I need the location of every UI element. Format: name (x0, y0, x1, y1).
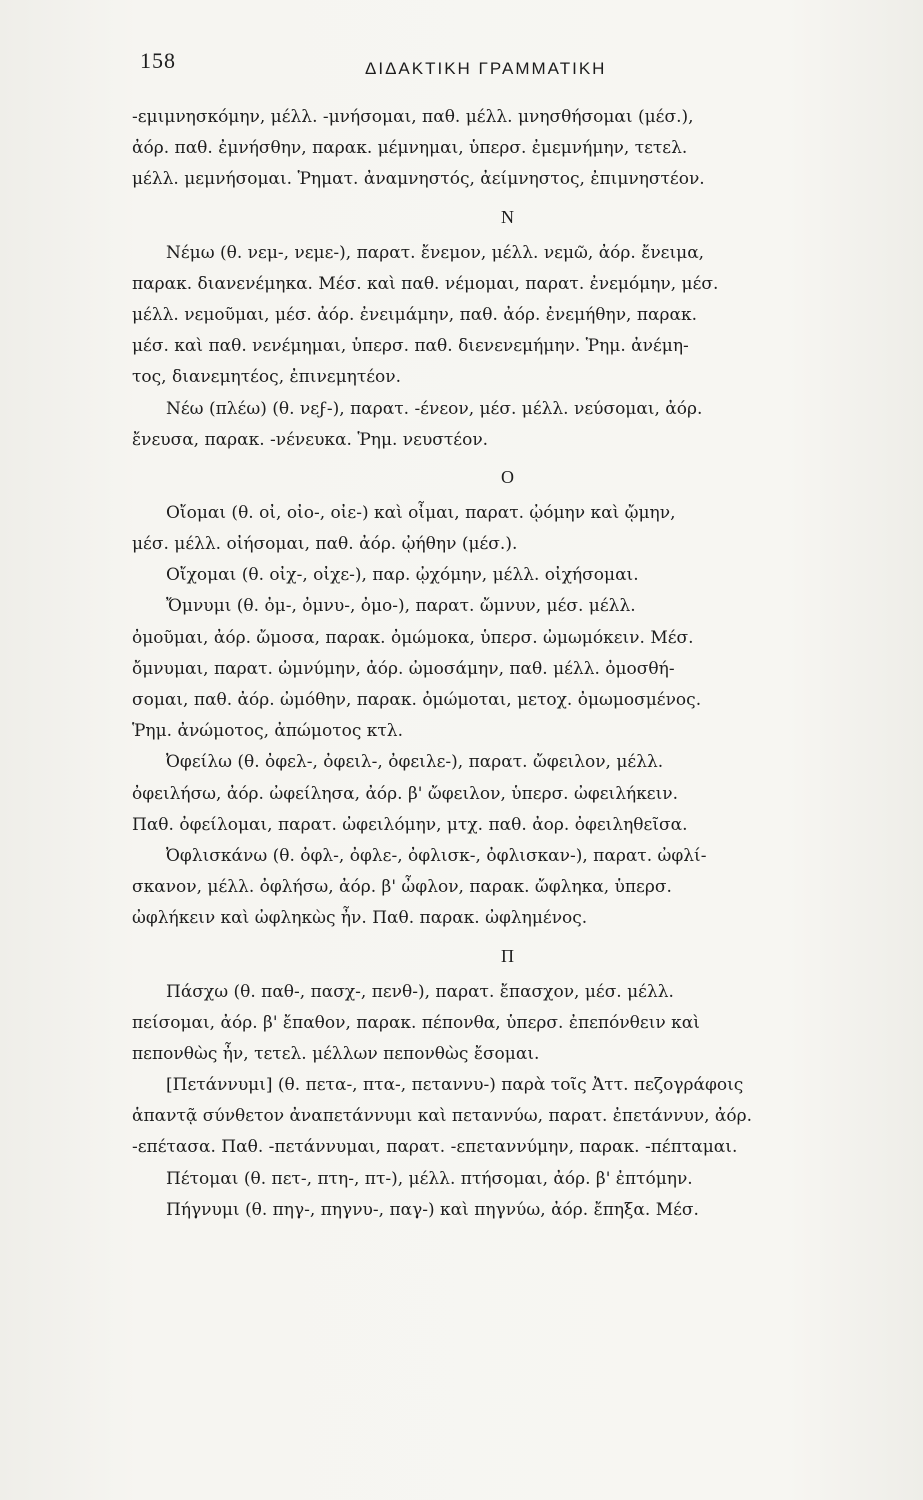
entry-start-line: Πέτομαι (θ. πετ-, πτη-, πτ-), μέλλ. πτήσομαι, ἀόρ. β' ἐπτόμην. (166, 1168, 693, 1189)
text-line: Ῥημ. ἀνώμοτος, ἀπώμοτος κτλ. (132, 721, 403, 742)
text-line: ὠφλήκειν καὶ ὠφληκὼς ἦν. Παθ. παρακ. ὠφλημένος. (132, 908, 588, 929)
text-line: μέλλ. μεμνήσομαι. Ῥηματ. ἀναμνηστός, ἀείμνηστος, ἐπιμνηστέον. (132, 169, 705, 190)
entry-start-line: Ὀφείλω (θ. ὀφελ-, ὀφειλ-, ὀφειλε-), παρατ. ὤφειλον, μέλλ. (166, 752, 664, 773)
text-line: πείσομαι, ἀόρ. β' ἔπαθον, παρακ. πέπονθα, ὑπερσ. ἐπεπόνθειν καὶ (132, 1012, 700, 1033)
text-line: τος, διανεμητέος, ἐπινεμητέον. (132, 367, 402, 388)
text-line: ἀόρ. παθ. ἐμνήσθην, παρακ. μέμνημαι, ὑπερσ. ἐμεμνήμην, τετελ. (132, 138, 688, 159)
text-line: ὀφειλήσω, ἀόρ. ὠφείλησα, ἀόρ. β' ὤφειλον, ὑπερσ. ὠφειλήκειν. (132, 783, 679, 804)
text-line: μέλλ. νεμοῦμαι, μέσ. ἀόρ. ἐνειμάμην, παθ. ἀόρ. ἐνεμήθην, παρακ. (132, 304, 698, 325)
text-line: ἔνευσα, παρακ. -νένευκα. Ῥημ. νευστέον. (132, 429, 489, 450)
entry-start-line: Ὄμνυμι (θ. ὀμ-, ὀμνυ-, ὀμο-), παρατ. ὤμνυν, μέσ. μέλλ. (166, 596, 636, 617)
entry-start-line: Πήγνυμι (θ. πηγ-, πηγνυ-, παγ-) καὶ πηγνύω, ἀόρ. ἔπηξα. Μέσ. (166, 1199, 699, 1220)
page-header (140, 42, 880, 82)
entry-start-line: Νέμω (θ. νεμ-, νεμε-), παρατ. ἔνεμον, μέλλ. νεμῶ, ἀόρ. ἔνειμα, (166, 242, 705, 263)
entry-start-line: Οἴομαι (θ. οἰ, οἰο-, οἰε-) καὶ οἶμαι, παρατ. ᾠόμην καὶ ᾤμην, (166, 502, 676, 523)
text-line: Παθ. ὀφείλομαι, παρατ. ὠφειλόμην, μτχ. παθ. ἀορ. ὀφειληθεῖσα. (132, 814, 688, 835)
text-line: μέσ. μέλλ. οἰήσομαι, παθ. ἀόρ. ᾠήθην (μέσ.). (132, 534, 518, 555)
text-line: -εμιμνησκόμην, μέλλ. -μνήσομαι, παθ. μέλλ. μνησθήσομαι (μέσ.), (132, 107, 694, 127)
page-body-text (132, 102, 884, 1226)
text-line: ὀμοῦμαι, ἀόρ. ὤμοσα, παρακ. ὀμώμοκα, ὑπερσ. ὠμωμόκειν. Μέσ. (132, 627, 694, 648)
section-letter: O (501, 466, 515, 487)
text-line: πεπονθὼς ἦν, τετελ. μέλλων πεπονθὼς ἔσομαι. (132, 1043, 540, 1064)
text-line: σκανον, μέλλ. ὀφλήσω, ἀόρ. β' ὦφλον, παρακ. ὤφληκα, ὑπερσ. (132, 877, 672, 898)
section-letter: N (501, 206, 515, 227)
entry-start-line: Οἴχομαι (θ. οἰχ-, οἰχε-), παρ. ᾠχόμην, μέλλ. οἰχήσομαι. (166, 565, 639, 586)
page-number: 158 (140, 48, 176, 73)
entry-start-line: Ὀφλισκάνω (θ. ὀφλ-, ὀφλε-, ὀφλισκ-, ὀφλισκαν-), παρατ. ὠφλί- (166, 845, 707, 866)
section-letter: Π (501, 945, 515, 966)
text-line: ἁπαντᾷ σύνθετον ἀναπετάννυμι καὶ πεταννύω, παρατ. ἐπετάννυν, ἀόρ. (132, 1106, 753, 1127)
entry-start-line: [Πετάννυμι] (θ. πετα-, πτα-, πεταννυ-) παρὰ τοῖς Ἀττ. πεζογράφοις (166, 1075, 744, 1096)
entry-start-line: Νέω (πλέω) (θ. νεϝ-), παρατ. -ένεον, μέσ. μέλλ. νεύσομαι, ἀόρ. (166, 398, 703, 419)
text-line: παρακ. διανενέμηκα. Μέσ. καὶ παθ. νέμομαι, παρατ. ἐνεμόμην, μέσ. (132, 273, 719, 294)
text-line: μέσ. καὶ παθ. νενέμημαι, ὑπερσ. παθ. διενενεμήμην. Ῥημ. ἀνέμη- (132, 336, 689, 357)
text-line: σομαι, παθ. ἀόρ. ὠμόθην, παρακ. ὀμώμοται, μετοχ. ὀμωμοσμένος. (132, 690, 702, 710)
text-line: ὄμνυμαι, παρατ. ὠμνύμην, ἀόρ. ὠμοσάμην, παθ. μέλλ. ὀμοσθή- (132, 658, 675, 679)
entry-start-line: Πάσχω (θ. παθ-, πασχ-, πενθ-), παρατ. ἔπασχον, μέσ. μέλλ. (166, 981, 674, 1002)
text-line: -επέτασα. Παθ. -πετάννυμαι, παρατ. -επεταννύμην, παρακ. -πέπταμαι. (132, 1137, 738, 1158)
running-title: ΔΙΔΑΚΤΙΚΗ ΓΡΑΜΜΑΤΙΚΗ (365, 59, 607, 78)
